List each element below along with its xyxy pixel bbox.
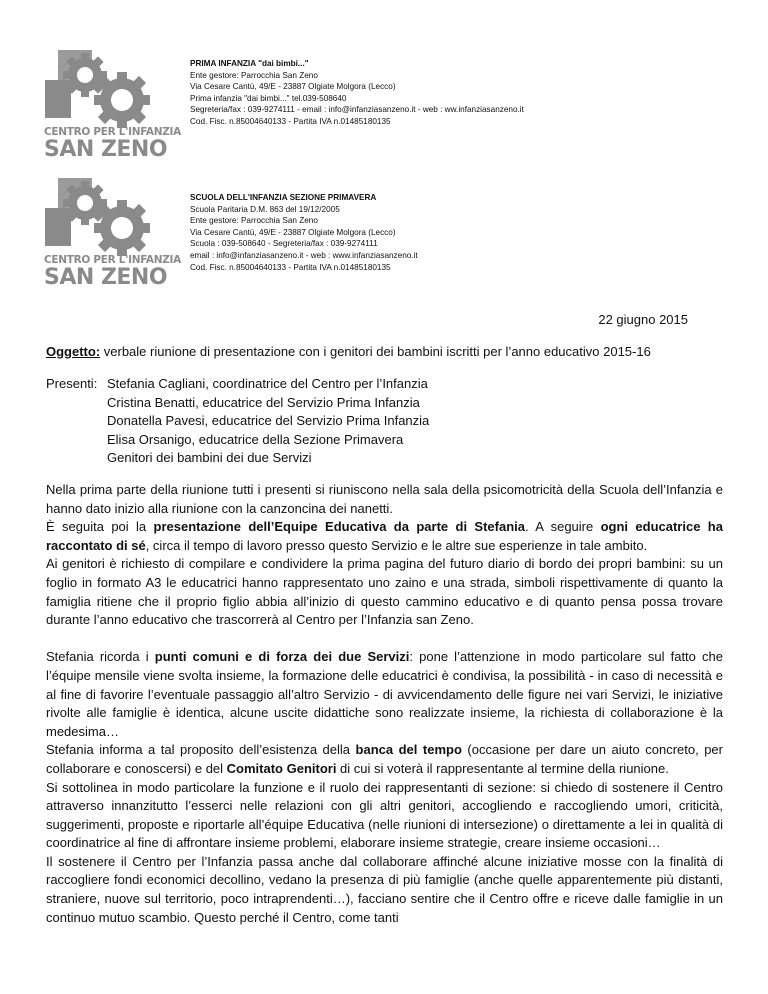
letterhead-line: Ente gestore: Parrocchia San Zeno [190, 70, 318, 80]
letterhead-line: Scuola Paritaria D.M. 863 del 19/12/2005 [190, 204, 340, 214]
bold-text-run: punti comuni e di forza dei due Servizi [154, 649, 410, 665]
letterhead-title: PRIMA INFANZIA "dai bimbi..." [190, 59, 309, 68]
letterhead-contact-block [190, 58, 524, 128]
paragraph-services [46, 648, 723, 927]
letterhead-contact-block [190, 192, 418, 273]
text-run: di cui si voterà il rappresentante al termine della riunione. [336, 760, 669, 776]
gears-logo-icon [40, 40, 181, 162]
letterhead-line: Cod. Fisc. n.85004640133 - Partita IVA n.01485180135 [190, 116, 391, 126]
text-run: , circa il tempo di lavoro presso questo Servizio e le altre sue esperienze in tale ambito. [145, 537, 648, 553]
text-run: : pone l’attenzione in modo particolare sul fatto che l’équipe mensile viene svolta insieme, la formazione delle educatrici è condivisa, la possibilità - in caso di necessità e al fine di favorire l’eventuale passaggio all’altro Servizio - di avvicendamento delle figure nei vari Servizi, le iniziative rivolte alle famiglie è identica, alcune uscite didattiche sono realizzate insieme, la richiesta di collaborazione è la medesima… [46, 649, 723, 739]
text-run: Stefania ricorda i [46, 649, 155, 665]
attendee-item: Donatella Pavesi, educatrice del Servizio Prima Infanzia [107, 413, 430, 429]
letterhead-title: SCUOLA DELL'INFANZIA SEZIONE PRIMAVERA [190, 193, 377, 202]
letterhead-line: Cod. Fisc. n.85004640133 - Partita IVA n.01485180135 [190, 262, 391, 272]
logo-text-line1: CENTRO PER L'INFANZIA [44, 126, 181, 138]
bold-text-run: Comitato Genitori [226, 760, 337, 776]
bold-text-run: ogni educatrice ha raccontato di sé [46, 519, 723, 553]
minutes-body [46, 481, 723, 946]
attendee-item: Genitori dei bambini dei due Servizi [107, 450, 312, 466]
attendees-label: Presenti: [46, 376, 98, 391]
logo-text-line2: SAN ZENO [44, 137, 168, 162]
attendee-item: Stefania Cagliani, coordinatrice del Centro per l’Infanzia [107, 376, 428, 391]
text-run: Nella prima parte della riunione tutti i presenti si riuniscono nella sala della psicomotricità della Scuola dell’Infanzia e hanno dato inizio alla riunione con la canzoncina dei nanetti. [46, 482, 723, 516]
letterhead-line: email : info@infanziasanzeno.it - web : www.infanziasanzeno.it [190, 250, 418, 260]
text-run: Stefania informa a tal proposito dell’esistenza della [46, 742, 356, 758]
letterhead-line: Scuola : 039-508640 - Segreteria/fax : 039-9274111 [190, 239, 378, 249]
letterhead-line: Ente gestore: Parrocchia San Zeno [190, 216, 318, 226]
document-date: 22 giugno 2015 [598, 312, 688, 327]
bold-text-run: presentazione dell’Equipe Educativa da parte di Stefania [153, 519, 525, 535]
letterhead-line: Prima infanzia "dai bimbi..." tel.039-508640 [190, 93, 347, 103]
attendees-list [46, 375, 723, 468]
logo-text-line1: CENTRO PER L'INFANZIA [44, 254, 181, 266]
logo-text-line2: SAN ZENO [44, 265, 168, 290]
text-run: Si sottolinea in modo particolare la funzione e il ruolo dei rappresentanti di sezione: si chiedo di sostenere il Centro attraverso innanzitutto l’esserci nelle relazioni con gli altri genitori, accogliendo e raccogliendo umori, criticità, suggerimenti, proposte e riportarle all’équipe Educativa (nelle riunioni di intersezione) o direttamente a lei in qualità di coordinatrice al fine di affrontare insieme problemi, elaborare insieme strategie, creare insieme occasioni… [46, 779, 723, 851]
gears-logo-icon [40, 168, 181, 290]
text-run: Il sostenere il Centro per l’Infanzia passa anche dal collaborare affinché alcune iniziative mosse con la finalità di raccogliere fondi economici decollino, vedano la presenza di più famiglie (anche quelle apparentemente più distanti, straniere, nuove sul territorio, poco intraprendenti…), facciano sentire che il Centro offre e riceve dalle famiglie in un continuo mutuo scambio. Questo perché il Centro, come tanti [46, 853, 723, 925]
attendee-item: Elisa Orsanigo, educatrice della Sezione Primavera [107, 431, 404, 447]
attendee-item: Cristina Benatti, educatrice del Servizio Prima Infanzia [107, 394, 420, 410]
paragraph-intro [46, 481, 723, 630]
letterhead-line: Segreteria/fax : 039-9274111 - email : info@infanziasanzeno.it - web : ww.infanziasanzeno.it [190, 105, 524, 115]
subject-line [46, 343, 723, 362]
letterhead-line: Via Cesare Cantù, 49/E - 23887 Olgiate Molgora (Lecco) [190, 227, 396, 237]
subject-label: Oggetto: [46, 344, 101, 359]
letterhead-line: Via Cesare Cantù, 49/E - 23887 Olgiate Molgora (Lecco) [190, 82, 396, 92]
text-run: È seguita poi la [46, 519, 154, 535]
bold-text-run: banca del tempo [355, 742, 462, 758]
subject-text: verbale riunione di presentazione con i genitori dei bambini iscritti per l’anno educativo 2015-16 [100, 344, 651, 359]
text-run: Ai genitori è richiesto di compilare e condividere la prima pagina del futuro diario di bordo dei propri bambini: su un foglio in formato A3 le educatrici hanno rappresentato uno zaino e una strada, simboli rispettivamente di quanto la famiglia ritiene che il proprio figlio abbia all’inizio di questo cammino educativo e di quanto pensa possa trovare durante l’anno educativo che trascorrerà al Centro per l’Infanzia san Zeno. [46, 556, 723, 628]
text-run: . A seguire [525, 519, 601, 535]
text-run: (occasione per dare un aiuto concreto, per collaborare e conoscersi) e del [46, 742, 723, 776]
